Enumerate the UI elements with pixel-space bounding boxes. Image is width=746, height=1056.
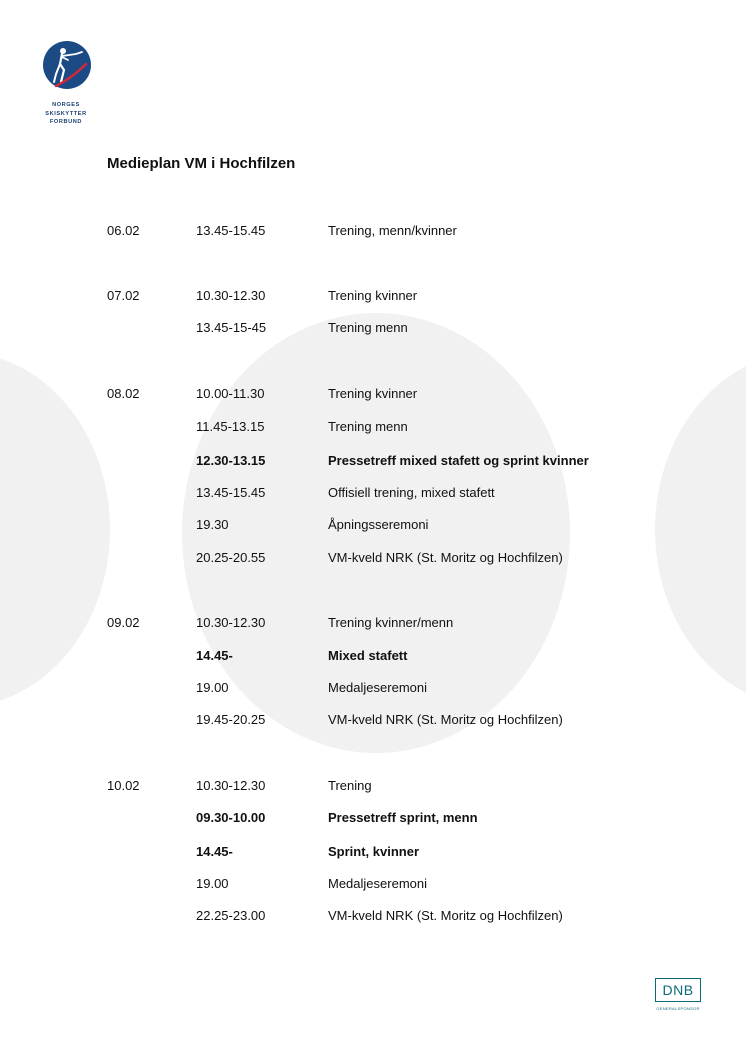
row-time: 22.25-23.00 xyxy=(196,908,266,923)
row-event: Åpningsseremoni xyxy=(328,517,429,532)
row-event: Trening, menn/kvinner xyxy=(328,223,457,238)
logo-line-2: SKISKYTTER xyxy=(45,110,87,117)
row-event: Medaljeseremoni xyxy=(328,680,427,695)
row-event: Trening menn xyxy=(328,320,408,335)
row-event: Offisiell trening, mixed stafett xyxy=(328,485,495,500)
row-time: 19.30 xyxy=(196,517,229,532)
row-time: 13.45-15.45 xyxy=(196,223,266,238)
row-event: VM-kveld NRK (St. Moritz og Hochfilzen) xyxy=(328,712,563,727)
sponsor-subtitle: GENERALSPONSOR xyxy=(656,1006,700,1011)
federation-logo xyxy=(40,40,95,127)
row-time: 11.45-13.15 xyxy=(196,419,265,434)
row-time: 10.30-12.30 xyxy=(196,778,266,793)
row-time: 14.45- xyxy=(196,648,233,663)
row-time: 14.45- xyxy=(196,844,233,859)
row-event: Medaljeseremoni xyxy=(328,876,427,891)
logo-line-3: FORBUND xyxy=(49,119,83,125)
row-time: 10.30-12.30 xyxy=(196,288,266,303)
row-event: Pressetreff mixed stafett og sprint kvinner xyxy=(328,453,589,468)
row-date: 09.02 xyxy=(107,615,140,630)
logo-wordmark xyxy=(36,101,96,127)
row-time: 10.30-12.30 xyxy=(196,615,266,630)
row-time: 13.45-15-45 xyxy=(196,320,267,335)
sponsor-logo xyxy=(655,978,703,1011)
row-date: 08.02 xyxy=(107,386,140,401)
logo-line-1: NORGES xyxy=(52,102,80,108)
row-event: Trening kvinner xyxy=(328,288,418,303)
row-time: 20.25-20.55 xyxy=(196,550,266,565)
row-time: 19.45-20.25 xyxy=(196,712,266,727)
row-time: 10.00-11.30 xyxy=(196,386,265,401)
background-circle-left xyxy=(0,352,110,707)
row-event: Pressetreff sprint, menn xyxy=(328,810,478,825)
row-time: 12.30-13.15 xyxy=(196,453,266,468)
row-event: Trening menn xyxy=(328,419,408,434)
row-time: 13.45-15.45 xyxy=(196,485,266,500)
row-time: 09.30-10.00 xyxy=(196,810,266,825)
row-date: 10.02 xyxy=(107,778,140,793)
biathlete-icon xyxy=(42,40,92,90)
row-event: Trening kvinner xyxy=(328,386,418,401)
row-event: VM-kveld NRK (St. Moritz og Hochfilzen) xyxy=(328,908,563,923)
row-event: Trening xyxy=(328,778,372,793)
row-event: Sprint, kvinner xyxy=(328,844,420,859)
page-title: Medieplan VM i Hochfilzen xyxy=(107,155,296,172)
background-circle-right xyxy=(655,352,746,707)
dnb-logo: DNB xyxy=(655,978,701,1002)
row-date: 07.02 xyxy=(107,288,140,303)
row-time: 19.00 xyxy=(196,680,229,695)
row-event: Trening kvinner/menn xyxy=(328,615,454,630)
row-event: VM-kveld NRK (St. Moritz og Hochfilzen) xyxy=(328,550,563,565)
row-event: Mixed stafett xyxy=(328,648,408,663)
row-date: 06.02 xyxy=(107,223,140,238)
row-time: 19.00 xyxy=(196,876,229,891)
